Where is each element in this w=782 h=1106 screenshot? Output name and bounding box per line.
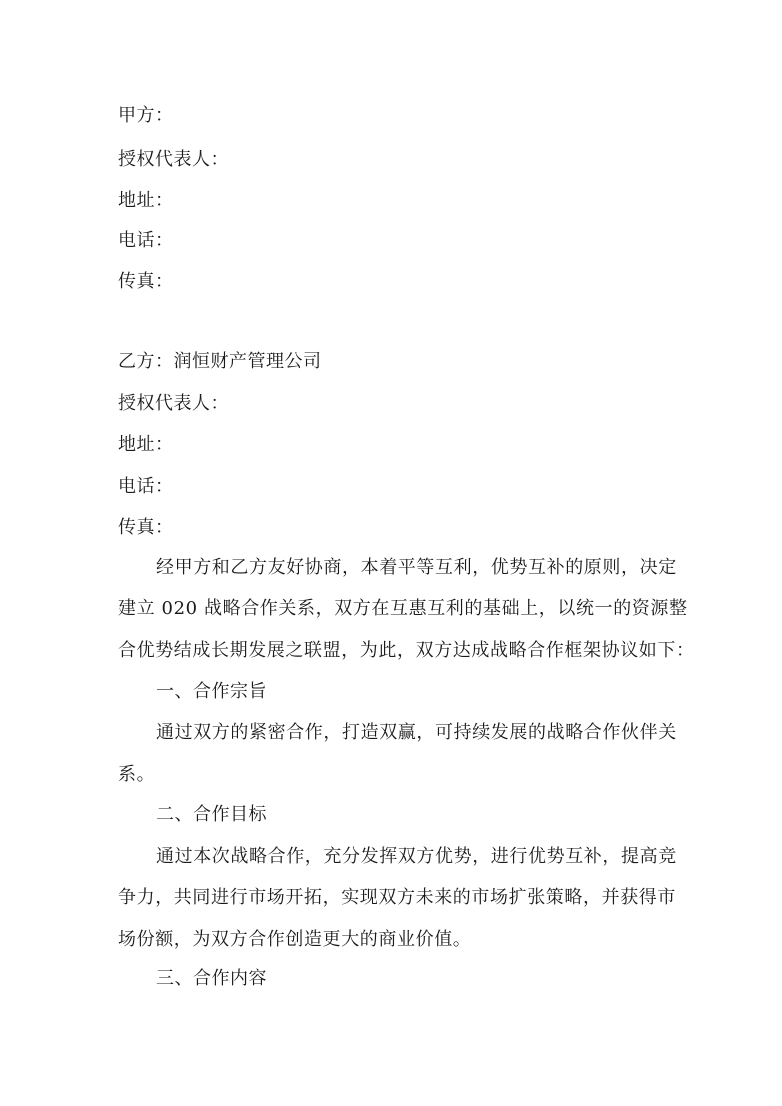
intro-line-1: 经甲方和乙方友好协商，本着平等互利，优势互补的原则，决定: [156, 557, 677, 578]
section-1-line-1: 通过双方的紧密合作，打造双赢，可持续发展的战略合作伙伴关: [156, 722, 677, 743]
section-2-line-1: 通过本次战略合作，充分发挥双方优势，进行优势互补，提高竞: [156, 846, 677, 867]
section-1-heading: 一、合作宗旨: [156, 681, 267, 702]
section-2-heading: 二、合作目标: [156, 804, 267, 825]
party-a-address-label: 地址：: [118, 190, 174, 211]
party-a-phone-label: 电话：: [118, 230, 174, 251]
party-b-fax-label: 传真：: [118, 517, 174, 538]
party-b-name-label: 乙方：润恒财产管理公司: [118, 351, 322, 372]
party-b-rep-label: 授权代表人：: [118, 393, 229, 414]
party-b-phone-label: 电话：: [118, 476, 174, 497]
party-b-address-label: 地址：: [118, 434, 174, 455]
intro-line-3: 合优势结成长期发展之联盟，为此，双方达成战略合作框架协议如下：: [118, 640, 695, 661]
section-1-line-2: 系。: [118, 764, 156, 785]
section-2-line-2: 争力，共同进行市场开拓，实现双方未来的市场扩张策略，并获得市: [118, 887, 676, 908]
party-a-name-label: 甲方：: [118, 105, 174, 126]
intro-line-2: 建立 020 战略合作关系，双方在互惠互利的基础上，以统一的资源整: [118, 598, 688, 619]
section-3-heading: 三、合作内容: [156, 968, 267, 989]
party-a-fax-label: 传真：: [118, 271, 174, 292]
section-2-line-3: 场份额，为双方合作创造更大的商业价值。: [118, 929, 472, 950]
party-a-rep-label: 授权代表人：: [118, 149, 229, 170]
